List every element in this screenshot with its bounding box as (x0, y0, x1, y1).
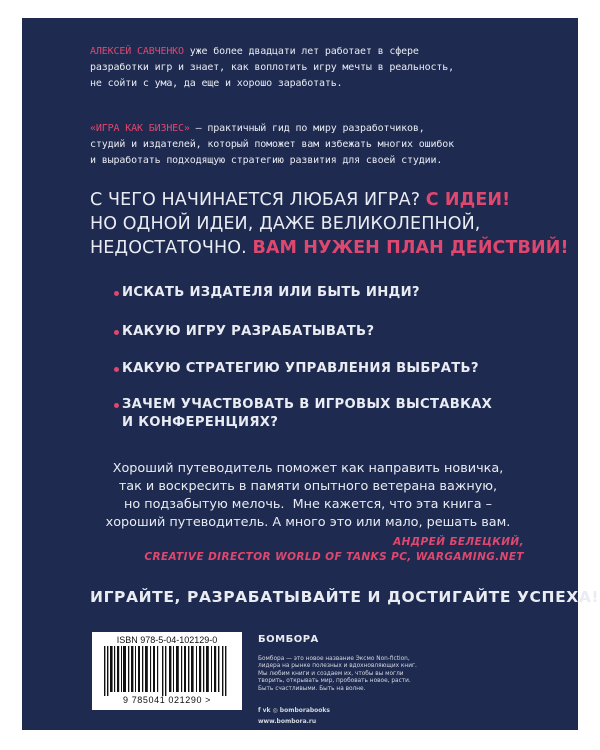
barcode (92, 632, 242, 710)
bullet-dot-icon (114, 330, 119, 335)
quote-text: так и воскресить в памяти опытного ветерана важную, (118, 479, 498, 494)
question-text: ЗАЧЕМ УЧАСТВОВАТЬ В ИГРОВЫХ ВЫСТАВКАХ (122, 397, 493, 412)
intro-text: разработки игр и знает, как воплотить игру мечты в реальность, (90, 62, 454, 73)
question-item (122, 284, 420, 302)
social-handle[interactable]: bomborabooks (279, 707, 330, 714)
hook-accent: С ИДЕИ! (425, 190, 511, 210)
intro-text: и выработать подходящую стратегию развития для своей студии. (90, 155, 443, 166)
quote-author-role: CREATIVE DIRECTOR WORLD OF TANKS PC, WARGAMING.NET (144, 551, 524, 563)
slogan: ИГРАЙТЕ, РАЗРАБАТЫВАЙТЕ И ДОСТИГАЙТЕ УСПЕХА! (90, 588, 600, 606)
bullet-dot-icon (114, 403, 119, 408)
question-text: И КОНФЕРЕНЦИЯХ? (122, 415, 279, 430)
intro-text: — практичный гид по миру разработчиков, (189, 123, 425, 134)
quote-author-name: АНДРЕЙ БЕЛЕЦКИЙ, (393, 536, 524, 548)
question-text: ИСКАТЬ ИЗДАТЕЛЯ ИЛИ БЫТЬ ИНДИ? (122, 285, 420, 300)
social-row (258, 707, 332, 714)
intro-text: студий и издателей, который поможет вам избежать многих ошибок (90, 139, 454, 150)
facebook-icon[interactable]: f (258, 707, 261, 714)
hook-block (90, 188, 569, 260)
about-text: лидера на рынке полезных и вдохновляющих книг. (258, 663, 417, 670)
back-cover (22, 18, 600, 730)
book-intro (90, 121, 454, 169)
quote-text: Хороший путеводитель поможет как направить новичка, (112, 461, 504, 476)
hook-accent: ВАМ НУЖЕН ПЛАН ДЕЙСТВИЙ! (252, 238, 569, 258)
intro-text: уже более двадцати лет работает в сфере (183, 46, 419, 57)
question-item (122, 323, 374, 341)
publisher-about (258, 656, 417, 693)
vk-icon[interactable]: vk (262, 707, 271, 714)
question-item (122, 360, 479, 378)
quote-block (88, 460, 528, 532)
instagram-icon[interactable]: ◎ (272, 707, 278, 714)
quote-text: хороший путеводитель. А много это или мало, решать вам. (105, 515, 511, 530)
hook-text: НЕДОСТАТОЧНО. (90, 238, 253, 258)
isbn-text: ISBN 978-5-04-102129-0 (116, 635, 218, 645)
question-text: КАКУЮ ИГРУ РАЗРАБАТЫВАТЬ? (122, 324, 375, 339)
website-link[interactable]: www.bombora.ru (258, 718, 317, 725)
bullet-dot-icon (114, 291, 119, 296)
about-text: Бомбора — это новое название Эксмо Non-fiction, (258, 656, 410, 662)
intro-text: не сойти с ума, да еще и хорошо заработать. (90, 78, 343, 89)
about-text: Быть счастливыми. Быть на волне. (258, 685, 366, 692)
about-text: Мы любим книги и создаем их, чтобы вы могли (258, 670, 404, 677)
author-intro (90, 44, 454, 92)
book-title: «ИГРА КАК БИЗНЕС» (90, 123, 190, 134)
question-item (122, 396, 492, 432)
author-name: АЛЕКСЕЙ САВЧЕНКО (90, 46, 184, 57)
quote-text: но подзабытую мелочь. Мне кажется, что эта книга – (123, 497, 493, 512)
publisher-logo: БОМБОРА (258, 634, 319, 645)
hook-text: С ЧЕГО НАЧИНАЕТСЯ ЛЮБАЯ ИГРА? (90, 190, 426, 210)
about-text: творить, открывать мир, пробовать новое, расти. (258, 678, 411, 685)
question-text: КАКУЮ СТРАТЕГИЮ УПРАВЛЕНИЯ ВЫБРАТЬ? (122, 361, 479, 376)
bullet-dot-icon (114, 367, 119, 372)
hook-text: НО ОДНОЙ ИДЕИ, ДАЖЕ ВЕЛИКОЛЕПНОЙ, (90, 214, 481, 234)
barcode-digits: 9 785041 021290 > (122, 695, 212, 705)
barcode-bars-icon (92, 646, 242, 696)
